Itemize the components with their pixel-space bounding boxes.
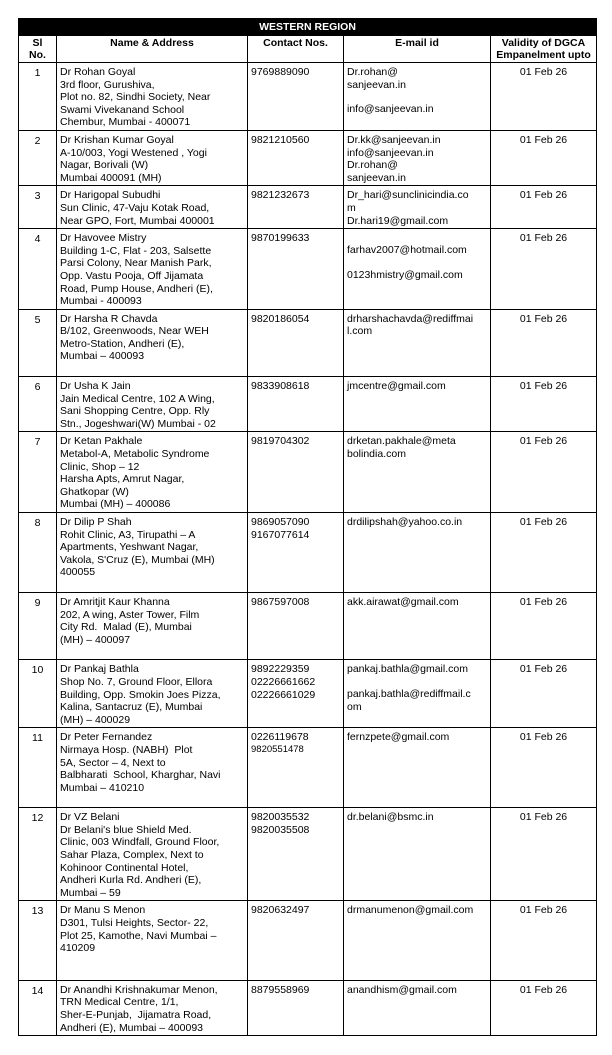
email-address: Dr_hari@sunclinicindia.co bbox=[347, 189, 469, 202]
sl-number: 5 bbox=[19, 309, 57, 376]
table-row bbox=[19, 980, 597, 1035]
name-address-line: B/102, Greenwoods, Near WEH bbox=[60, 325, 209, 338]
contact-cell bbox=[248, 130, 344, 185]
validity-date: 01 Feb 26 bbox=[491, 728, 597, 808]
email-cell bbox=[344, 980, 491, 1035]
table-row bbox=[19, 309, 597, 376]
validity-date: 01 Feb 26 bbox=[491, 309, 597, 376]
name-address-line: Andheri Kurla Rd. Andheri (E), bbox=[60, 874, 202, 887]
email-address: drdilipshah@yahoo.co.in bbox=[347, 516, 463, 528]
name-cell bbox=[57, 808, 248, 901]
name-address-line: (MH) – 400097 bbox=[60, 633, 131, 646]
email-cell bbox=[344, 432, 491, 513]
table-body bbox=[19, 63, 597, 1036]
name-address-line: Dr Belani's blue Shield Med. bbox=[60, 823, 192, 836]
contact-cell bbox=[248, 808, 344, 901]
name-address-line: Dr Anandhi Krishnakumar Menon, bbox=[60, 983, 218, 996]
name-address-line: Mumbai - 400093 bbox=[60, 295, 142, 308]
contact-cell bbox=[248, 592, 344, 659]
email-address: fernzpete@gmail.com bbox=[347, 731, 450, 744]
email-cell bbox=[344, 728, 491, 808]
contact-cell bbox=[248, 660, 344, 728]
email-address: farhav2007@hotmail.com bbox=[347, 244, 467, 257]
name-address-line: (MH) – 400029 bbox=[60, 713, 131, 726]
email-address bbox=[347, 257, 487, 269]
name-address-line: Swami Vivekanand School bbox=[60, 103, 185, 116]
name-address-line: Plot 25, Kamothe, Navi Mumbai – bbox=[60, 929, 217, 942]
contact-number: 9833908618 bbox=[251, 380, 310, 393]
sl-number: 12 bbox=[19, 808, 57, 901]
contact-number: 9870199633 bbox=[251, 232, 310, 245]
name-cell bbox=[57, 432, 248, 513]
name-address-line: Kalina, Santacruz (E), Mumbai bbox=[60, 701, 203, 714]
name-address-line: Stn., Jogeshwari(W) Mumbai - 02 bbox=[60, 417, 216, 430]
email-address: Dr.hari19@gmail.com bbox=[347, 214, 449, 227]
validity-date: 01 Feb 26 bbox=[491, 808, 597, 901]
name-cell bbox=[57, 130, 248, 185]
header-sl-line2: No. bbox=[29, 49, 46, 61]
name-address-line: Building, Opp. Smokin Joes Pizza, bbox=[60, 688, 221, 701]
name-address-line: Vakola, S'Cruz (E), Mumbai (MH) bbox=[60, 553, 215, 566]
header-sl-line1: Sl bbox=[32, 37, 43, 49]
email-address: sanjeevan.in bbox=[347, 78, 406, 91]
region-title: WESTERN REGION bbox=[19, 19, 597, 36]
column-header-row bbox=[19, 36, 597, 63]
email-cell bbox=[344, 130, 491, 185]
name-cell bbox=[57, 660, 248, 728]
contact-cell bbox=[248, 309, 344, 376]
email-address: pankaj.bathla@rediffmail.c bbox=[347, 687, 471, 700]
name-address-line bbox=[60, 967, 244, 979]
name-address-line: Dr Peter Fernandez bbox=[60, 731, 153, 744]
email-address: info@sanjeevan.in bbox=[347, 146, 434, 159]
name-cell bbox=[57, 513, 248, 593]
name-address-line: TRN Medical Centre, 1/1, bbox=[60, 996, 179, 1009]
table-row bbox=[19, 660, 597, 728]
email-address bbox=[347, 232, 487, 244]
name-address-line: Dr Harigopal Subudhi bbox=[60, 189, 161, 202]
name-address-line: Dr Havovee Mistry bbox=[60, 232, 147, 245]
table-row bbox=[19, 432, 597, 513]
email-cell bbox=[344, 808, 491, 901]
email-address bbox=[347, 676, 487, 688]
name-address-line: Building 1-C, Flat - 203, Salsette bbox=[60, 244, 212, 257]
validity-date: 01 Feb 26 bbox=[491, 592, 597, 659]
contact-number: 9869057090 bbox=[251, 516, 310, 528]
contact-cell bbox=[248, 186, 344, 229]
name-address-line: Clinic, Shop – 12 bbox=[60, 460, 140, 473]
name-address-line: Dr Amritjit Kaur Khanna bbox=[60, 595, 170, 608]
sl-number: 11 bbox=[19, 728, 57, 808]
email-address: info@sanjeevan.in bbox=[347, 103, 434, 116]
name-cell bbox=[57, 63, 248, 131]
name-address-line: Harsha Apts, Amrut Nagar, bbox=[60, 473, 185, 486]
name-address-line bbox=[60, 955, 244, 967]
contact-number: 9769889090 bbox=[251, 66, 310, 78]
email-cell bbox=[344, 63, 491, 131]
sl-number: 3 bbox=[19, 186, 57, 229]
email-address: drmanumenon@gmail.com bbox=[347, 904, 474, 917]
name-cell bbox=[57, 592, 248, 659]
sl-number: 9 bbox=[19, 592, 57, 659]
contact-number: 02226661662 bbox=[251, 675, 316, 688]
table-row bbox=[19, 377, 597, 432]
sl-number: 2 bbox=[19, 130, 57, 185]
name-address-line: Nagar, Borivali (W) bbox=[60, 159, 149, 172]
name-address-line: 3rd floor, Gurushiva, bbox=[60, 78, 155, 91]
validity-date: 01 Feb 26 bbox=[491, 186, 597, 229]
contact-number: 8879558969 bbox=[251, 983, 310, 996]
contact-cell bbox=[248, 513, 344, 593]
name-address-line: Clinic, 003 Windfall, Ground Floor, bbox=[60, 836, 220, 849]
contact-number: 0226119678 bbox=[251, 731, 309, 744]
name-address-line bbox=[60, 646, 244, 658]
table-row bbox=[19, 186, 597, 229]
name-address-line: Mumbai 400091 (MH) bbox=[60, 171, 162, 184]
header-name: Name & Address bbox=[57, 36, 248, 63]
contact-cell bbox=[248, 980, 344, 1035]
name-cell bbox=[57, 901, 248, 980]
validity-date: 01 Feb 26 bbox=[491, 901, 597, 980]
contact-number: 9820551478 bbox=[251, 743, 304, 755]
name-address-line: Chembur, Mumbai - 400071 bbox=[60, 116, 191, 129]
sl-number: 13 bbox=[19, 901, 57, 980]
name-cell bbox=[57, 186, 248, 229]
name-address-line: Nirmaya Hosp. (NABH) Plot bbox=[60, 743, 193, 756]
email-address: om bbox=[347, 700, 362, 713]
name-address-line: Dr Rohan Goyal bbox=[60, 66, 136, 78]
table-row bbox=[19, 808, 597, 901]
name-address-line: Shop No. 7, Ground Floor, Ellora bbox=[60, 675, 213, 688]
name-address-line: Dr Pankaj Bathla bbox=[60, 663, 139, 676]
name-address-line: Road, Pump House, Andheri (E), bbox=[60, 282, 213, 295]
email-address: m bbox=[347, 201, 356, 214]
name-address-line: Mumbai – 400093 bbox=[60, 350, 145, 363]
name-address-line: Rohit Clinic, A3, Tirupathi – A bbox=[60, 528, 196, 541]
email-cell bbox=[344, 592, 491, 659]
contact-number: 9821210560 bbox=[251, 133, 310, 146]
header-contact: Contact Nos. bbox=[248, 36, 344, 63]
validity-date: 01 Feb 26 bbox=[491, 513, 597, 593]
contact-cell bbox=[248, 377, 344, 432]
name-address-line: Jain Medical Centre, 102 A Wing, bbox=[60, 392, 215, 405]
name-address-line: 5A, Sector – 4, Next to bbox=[60, 756, 166, 769]
name-address-line: Sahar Plaza, Complex, Next to bbox=[60, 849, 204, 862]
name-address-line: Dr Usha K Jain bbox=[60, 380, 131, 393]
table-row bbox=[19, 63, 597, 131]
email-address: Dr.rohan@ bbox=[347, 159, 398, 172]
name-address-line: Sun Clinic, 47-Vaju Kotak Road, bbox=[60, 201, 210, 214]
name-address-line: City Rd. Malad (E), Mumbai bbox=[60, 621, 192, 634]
validity-date: 01 Feb 26 bbox=[491, 229, 597, 310]
name-address-line: Metabol-A, Metabolic Syndrome bbox=[60, 448, 210, 461]
name-address-line: Andheri (E), Mumbai – 400093 bbox=[60, 1021, 203, 1034]
contact-number: 9820186054 bbox=[251, 312, 310, 325]
dgca-empanelment-sheet bbox=[18, 18, 596, 1036]
email-cell bbox=[344, 186, 491, 229]
name-address-line: 400055 bbox=[60, 566, 96, 579]
name-address-line bbox=[60, 363, 244, 375]
name-cell bbox=[57, 229, 248, 310]
sl-number: 14 bbox=[19, 980, 57, 1035]
name-address-line: Mumbai – 410210 bbox=[60, 781, 145, 794]
validity-date: 01 Feb 26 bbox=[491, 980, 597, 1035]
email-address: Dr.kk@sanjeevan.in bbox=[347, 133, 441, 146]
email-address: Dr.rohan@ bbox=[347, 66, 398, 78]
contact-number: 9167077614 bbox=[251, 528, 310, 541]
sl-number: 6 bbox=[19, 377, 57, 432]
email-address bbox=[347, 91, 487, 103]
email-address: sanjeevan.in bbox=[347, 171, 406, 184]
name-address-line: 410209 bbox=[60, 942, 96, 955]
name-cell bbox=[57, 980, 248, 1035]
name-address-line: Sani Shopping Centre, Opp. Rly bbox=[60, 405, 210, 418]
name-address-line: Ghatkopar (W) bbox=[60, 485, 129, 498]
table-row bbox=[19, 901, 597, 980]
validity-date: 01 Feb 26 bbox=[491, 63, 597, 131]
email-address: drharshachavda@rediffmai bbox=[347, 312, 474, 325]
doctor-list-table bbox=[18, 18, 597, 1036]
table-row bbox=[19, 229, 597, 310]
email-cell bbox=[344, 229, 491, 310]
name-address-line: Parsi Colony, Near Manish Park, bbox=[60, 257, 212, 270]
name-cell bbox=[57, 309, 248, 376]
contact-number: 9892229359 bbox=[251, 663, 310, 676]
name-address-line: D301, Tulsi Heights, Sector- 22, bbox=[60, 917, 209, 930]
name-cell bbox=[57, 728, 248, 808]
contact-number: 9820035508 bbox=[251, 823, 310, 836]
email-address: akk.airawat@gmail.com bbox=[347, 595, 459, 608]
validity-date: 01 Feb 26 bbox=[491, 377, 597, 432]
validity-date: 01 Feb 26 bbox=[491, 432, 597, 513]
contact-number: 9819704302 bbox=[251, 435, 310, 448]
header-validity-line2: Empanelment upto bbox=[496, 49, 591, 61]
name-address-line: Dr Manu S Menon bbox=[60, 904, 146, 917]
sl-number: 8 bbox=[19, 513, 57, 593]
header-validity bbox=[491, 36, 597, 63]
email-cell bbox=[344, 660, 491, 728]
header-validity-line1: Validity of DGCA bbox=[501, 37, 586, 49]
email-cell bbox=[344, 513, 491, 593]
header-sl bbox=[19, 36, 57, 63]
name-address-line: Kohinoor Continental Hotel, bbox=[60, 861, 189, 874]
sl-number: 7 bbox=[19, 432, 57, 513]
name-address-line: Dr Harsha R Chavda bbox=[60, 312, 158, 325]
name-address-line: Dr VZ Belani bbox=[60, 811, 120, 824]
name-address-line bbox=[60, 794, 244, 806]
name-address-line: Apartments, Yeshwant Nagar, bbox=[60, 541, 199, 554]
email-cell bbox=[344, 901, 491, 980]
name-address-line: Dr Dilip P Shah bbox=[60, 516, 132, 528]
contact-number: 02226661029 bbox=[251, 688, 316, 701]
name-address-line: 202, A wing, Aster Tower, Film bbox=[60, 608, 200, 621]
name-address-line: Opp. Vastu Pooja, Off Jijamata bbox=[60, 269, 204, 282]
name-address-line: Mumbai – 59 bbox=[60, 886, 121, 899]
table-row bbox=[19, 592, 597, 659]
name-address-line: A-10/003, Yogi Westened , Yogi bbox=[60, 146, 207, 159]
name-address-line: Near GPO, Fort, Mumbai 400001 bbox=[60, 214, 215, 227]
contact-cell bbox=[248, 63, 344, 131]
header-email: E-mail id bbox=[344, 36, 491, 63]
contact-number: 9867597008 bbox=[251, 595, 310, 608]
email-address: drketan.pakhale@meta bbox=[347, 435, 456, 448]
contact-number: 9821232673 bbox=[251, 189, 310, 202]
name-address-line: Balbharati School, Kharghar, Navi bbox=[60, 769, 221, 782]
email-address: jmcentre@gmail.com bbox=[347, 380, 446, 393]
email-address: l.com bbox=[347, 325, 373, 338]
email-address: pankaj.bathla@gmail.com bbox=[347, 663, 468, 676]
validity-date: 01 Feb 26 bbox=[491, 130, 597, 185]
sl-number: 10 bbox=[19, 660, 57, 728]
name-cell bbox=[57, 377, 248, 432]
name-address-line: Plot no. 82, Sindhi Society, Near bbox=[60, 91, 211, 104]
name-address-line: Metro-Station, Andheri (E), bbox=[60, 337, 185, 350]
table-row bbox=[19, 513, 597, 593]
email-cell bbox=[344, 377, 491, 432]
name-address-line: Sher-E-Punjab, Jijamatra Road, bbox=[60, 1009, 212, 1021]
sl-number: 1 bbox=[19, 63, 57, 131]
validity-date: 01 Feb 26 bbox=[491, 660, 597, 728]
email-address: anandhism@gmail.com bbox=[347, 983, 457, 996]
sl-number: 4 bbox=[19, 229, 57, 310]
table-row bbox=[19, 728, 597, 808]
email-address: bolindia.com bbox=[347, 448, 406, 461]
email-address: dr.belani@bsmc.in bbox=[347, 811, 434, 824]
name-address-line: Dr Ketan Pakhale bbox=[60, 435, 143, 448]
email-cell bbox=[344, 309, 491, 376]
email-address: 0123hmistry@gmail.com bbox=[347, 268, 463, 281]
contact-cell bbox=[248, 901, 344, 980]
name-address-line: Dr Krishan Kumar Goyal bbox=[60, 133, 174, 146]
contact-cell bbox=[248, 229, 344, 310]
contact-number: 9820632497 bbox=[251, 904, 310, 917]
table-row bbox=[19, 130, 597, 185]
name-address-line: Mumbai (MH) – 400086 bbox=[60, 498, 171, 511]
contact-cell bbox=[248, 728, 344, 808]
name-address-line bbox=[60, 579, 244, 591]
contact-number: 9820035532 bbox=[251, 811, 310, 824]
contact-cell bbox=[248, 432, 344, 513]
